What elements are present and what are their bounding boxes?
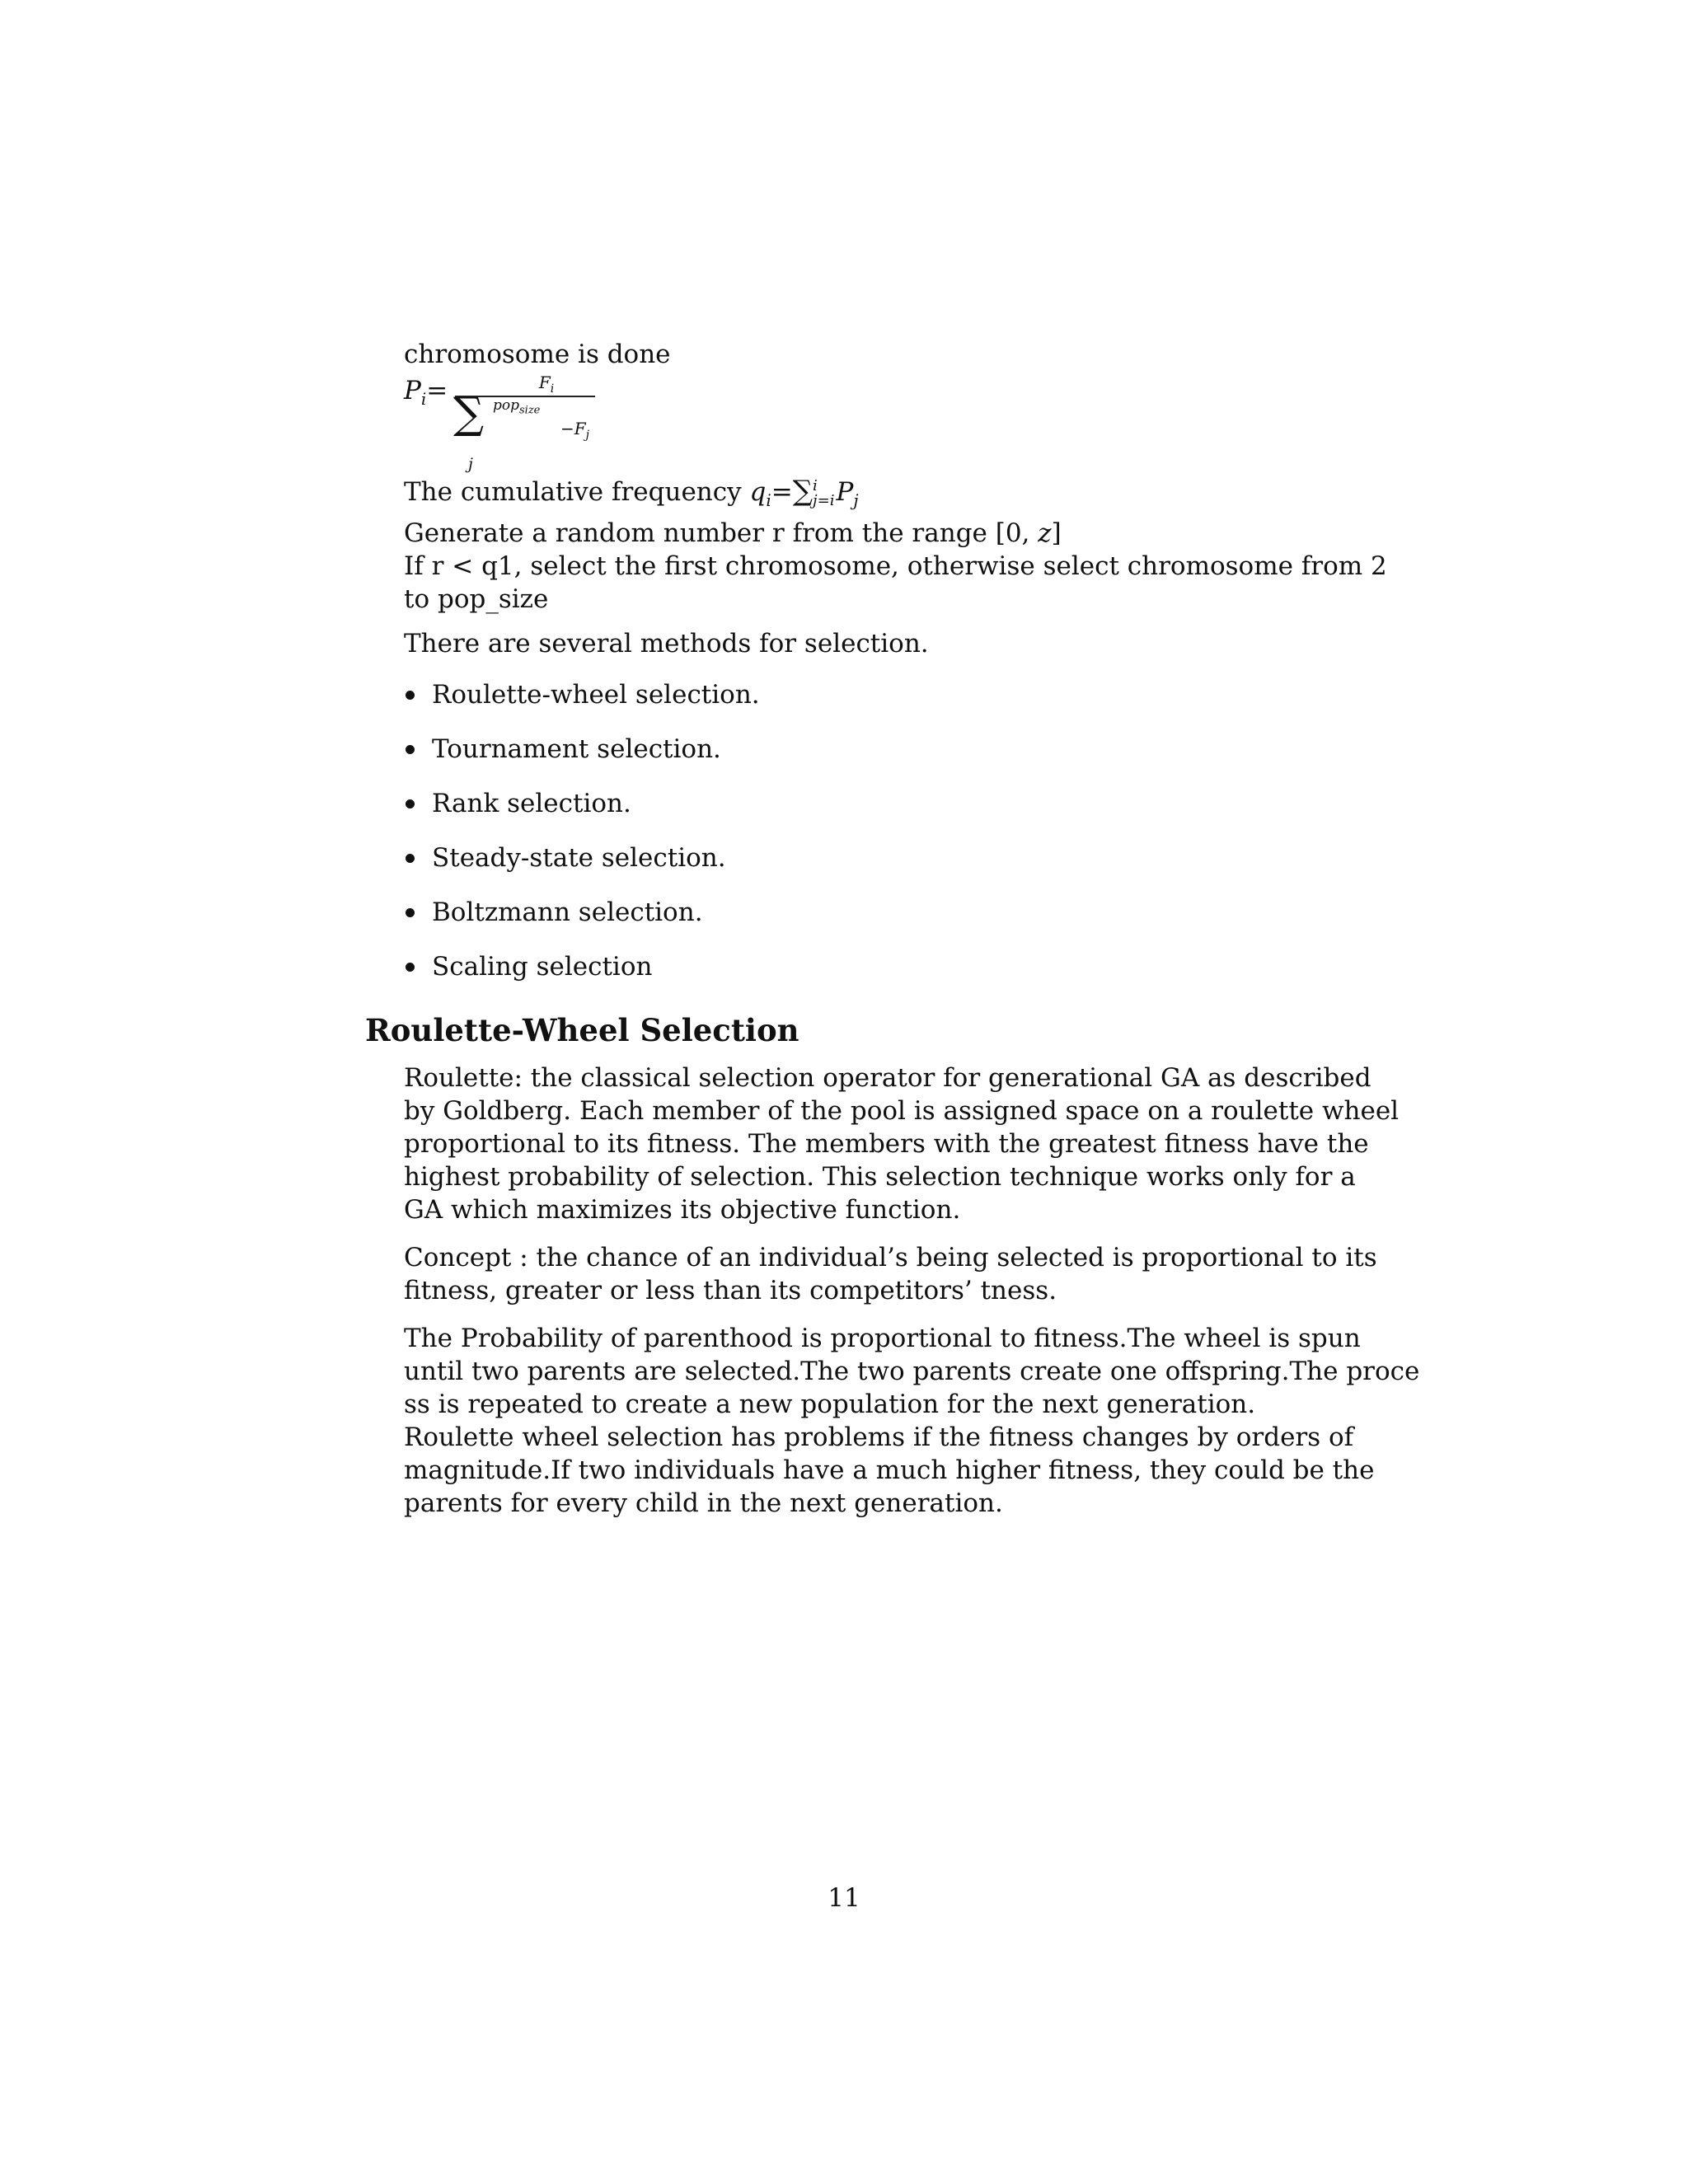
probability-formula bbox=[404, 373, 1311, 475]
paragraph-probability: The Probability of parenthood is proportional to fitness.The wheel is spun until two parents are selected.The two parents create one offspring.The proce ss is repeated to create a new population for the next generation. Roulette wheel selection has problems if the fitness changes by orders of magnitude.If two individuals have a much higher fitness, they could be the parents for every child in the next generation. bbox=[404, 1324, 1420, 1518]
list-item: Scaling selection bbox=[404, 950, 1311, 983]
list-item: Tournament selection. bbox=[404, 733, 1311, 766]
page-number: 11 bbox=[828, 1883, 860, 1913]
list-item: Boltzmann selection. bbox=[404, 896, 1311, 929]
selection-rule-line-1: If r < q1, select the first chromosome, otherwise select chromosome from 2 bbox=[404, 551, 1387, 582]
list-item: Rank selection. bbox=[404, 787, 1311, 820]
sum-limits: i j=i bbox=[813, 476, 835, 509]
bullet-icon bbox=[406, 963, 415, 972]
list-item: Roulette-wheel selection. bbox=[404, 678, 1311, 711]
sigma-symbol: ∑ bbox=[453, 389, 485, 438]
section-body bbox=[404, 1062, 1420, 1520]
paragraph-concept: Concept : the chance of an individual’s being selected is proportional to its fitness, greater or less than its competitors’ tness. bbox=[404, 1243, 1377, 1305]
intro-line: chromosome is done bbox=[404, 340, 671, 369]
methods-list bbox=[404, 678, 1311, 983]
cumulative-frequency-line: The cumulative frequency $q_i=\sum$ i j=i $P_j$ bbox=[404, 475, 859, 511]
bullet-icon bbox=[406, 745, 415, 754]
formula-lhs: $P_i=$ bbox=[404, 376, 448, 410]
random-number-line: Generate a random number r from the range [0, z] bbox=[404, 518, 1062, 549]
formula-term: $-F_j$ bbox=[560, 419, 589, 442]
selection-rule-line-2: to pop_size bbox=[404, 584, 549, 615]
bullet-icon bbox=[406, 691, 415, 700]
methods-intro: There are several methods for selection. bbox=[404, 629, 929, 659]
section-heading: Roulette-Wheel Selection bbox=[365, 1012, 799, 1048]
bullet-icon bbox=[406, 908, 415, 917]
formula-numerator: $F_i$ bbox=[538, 373, 555, 396]
sigma-lower-limit: j bbox=[468, 455, 473, 473]
bullet-icon bbox=[406, 854, 415, 863]
paragraph-roulette: Roulette: the classical selection operator for generational GA as described by Goldberg. Each member of the pool is assigned space on a roulette wheel proportional to its fitness. The members with the greatest fitness have the highest probability of selection. This selection technique works only for a GA which maximizes its objective function. bbox=[404, 1063, 1400, 1225]
bullet-icon bbox=[406, 799, 415, 808]
sigma-upper-limit: pop$_{size}$ bbox=[493, 397, 541, 417]
list-item: Steady-state selection. bbox=[404, 841, 1311, 874]
top-content bbox=[404, 338, 1387, 1005]
